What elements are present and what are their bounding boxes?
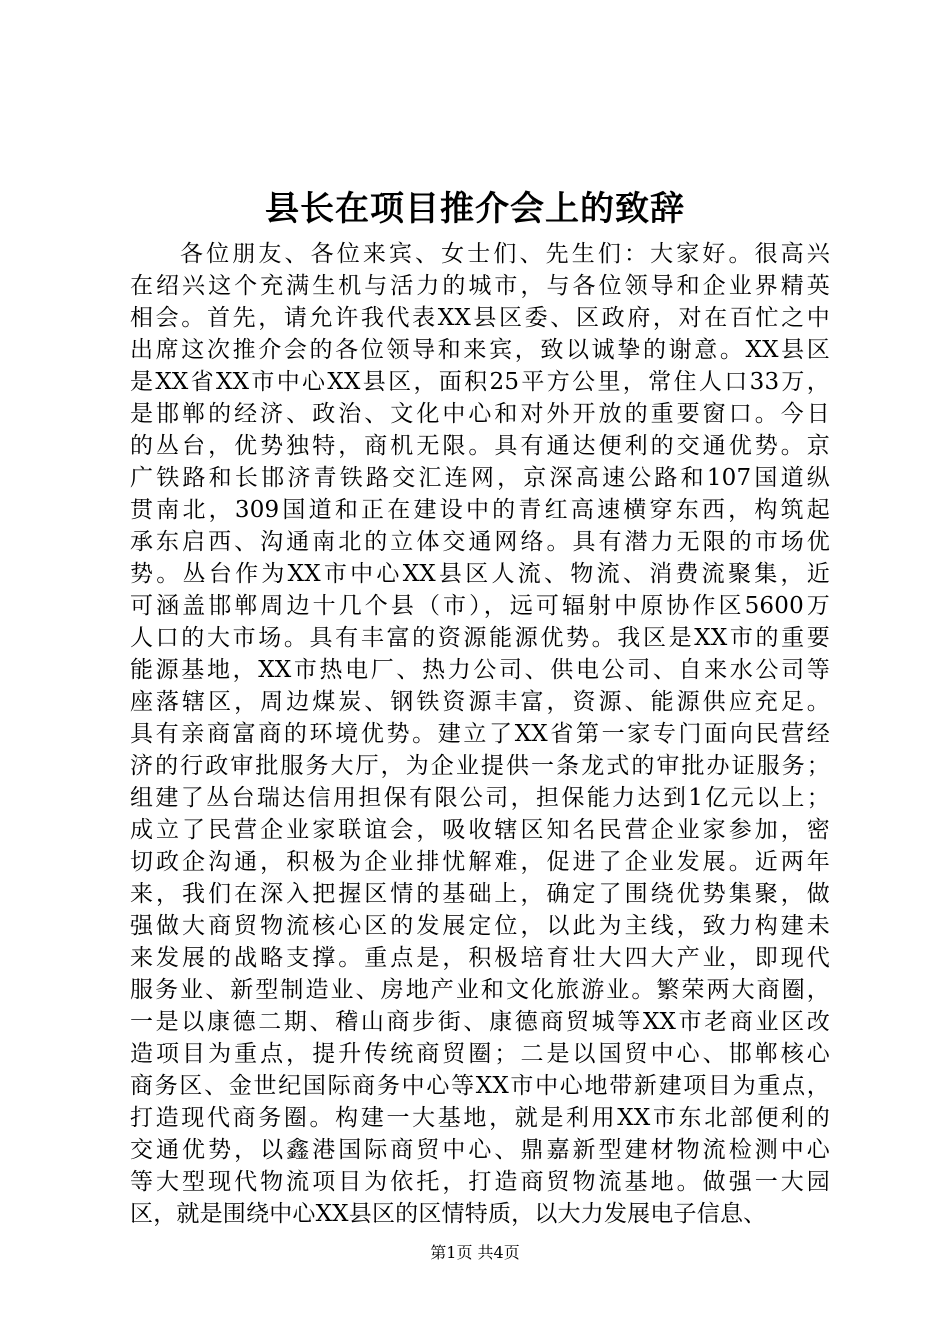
body-line: 各位朋友、各位来宾、女士们、先生们：大家好。很高兴 [180, 241, 830, 267]
body-line: 来，我们在深入把握区情的基础上，确定了围绕优势集聚，做 [130, 881, 830, 907]
body-line: 一是以康德二期、稽山商步街、康德商贸城等XX市老商业区改 [130, 1009, 830, 1035]
body-line: 能源基地，XX市热电厂、热力公司、供电公司、自来水公司等 [130, 657, 830, 683]
page-footer: 第1页 共4页 [430, 1243, 520, 1262]
body-line: 具有亲商富商的环境优势。建立了XX省第一家专门面向民营经 [130, 721, 830, 747]
body-line: 组建了丛台瑞达信用担保有限公司，担保能力达到1亿元以上； [130, 785, 830, 811]
body-line: 出席这次推介会的各位领导和来宾，致以诚挚的谢意。XX县区 [130, 337, 830, 363]
body-line: 在绍兴这个充满生机与活力的城市，与各位领导和企业界精英 [130, 273, 830, 299]
body-line: 可涵盖邯郸周边十几个县（市），远可辐射中原协作区5600万 [130, 593, 830, 619]
body-line: 广铁路和长邯济青铁路交汇连网，京深高速公路和107国道纵 [130, 465, 830, 491]
body-line: 造项目为重点，提升传统商贸圈；二是以国贸中心、邯郸核心 [130, 1041, 830, 1067]
body-line: 势。丛台作为XX市中心XX县区人流、物流、消费流聚集，近 [130, 561, 830, 587]
body-line: 的丛台，优势独特，商机无限。具有通达便利的交通优势。京 [130, 433, 830, 459]
body-line: 等大型现代物流项目为依托，打造商贸物流基地。做强一大园 [130, 1169, 830, 1195]
body-line: 座落辖区，周边煤炭、钢铁资源丰富，资源、能源供应充足。 [130, 689, 830, 715]
body-line: 强做大商贸物流核心区的发展定位，以此为主线，致力构建未 [130, 913, 830, 939]
body-line: 人口的大市场。具有丰富的资源能源优势。我区是XX市的重要 [130, 625, 830, 651]
body-line: 打造现代商务圈。构建一大基地，就是利用XX市东北部便利的 [130, 1105, 830, 1131]
body-line: 交通优势，以鑫港国际商贸中心、鼎嘉新型建材物流检测中心 [130, 1137, 830, 1163]
body-line: 服务业、新型制造业、房地产业和文化旅游业。繁荣两大商圈， [130, 977, 830, 1003]
document-title: 县长在项目推介会上的致辞 [265, 189, 685, 229]
body-line: 承东启西、沟通南北的立体交通网络。具有潜力无限的市场优 [130, 529, 830, 555]
body-line: 相会。首先，请允许我代表XX县区委、区政府，对在百忙之中 [130, 305, 830, 331]
body-line: 是邯郸的经济、政治、文化中心和对外开放的重要窗口。今日 [130, 401, 830, 427]
body-line: 商务区、金世纪国际商务中心等XX市中心地带新建项目为重点， [130, 1073, 830, 1099]
body-line: 成立了民营企业家联谊会，吸收辖区知名民营企业家参加，密 [130, 817, 830, 843]
document-body [130, 238, 830, 1230]
body-line: 来发展的战略支撑。重点是，积极培育壮大四大产业，即现代 [130, 945, 830, 971]
body-line: 贯南北，309国道和正在建设中的青红高速横穿东西，构筑起 [130, 497, 830, 523]
body-line: 区，就是围绕中心XX县区的区情特质，以大力发展电子信息、 [130, 1201, 767, 1227]
body-line: 是XX省XX市中心XX县区，面积25平方公里，常住人口33万， [130, 369, 830, 395]
body-line: 切政企沟通，积极为企业排忧解难，促进了企业发展。近两年 [130, 849, 830, 875]
body-line: 济的行政审批服务大厅，为企业提供一条龙式的审批办证服务； [130, 753, 830, 779]
